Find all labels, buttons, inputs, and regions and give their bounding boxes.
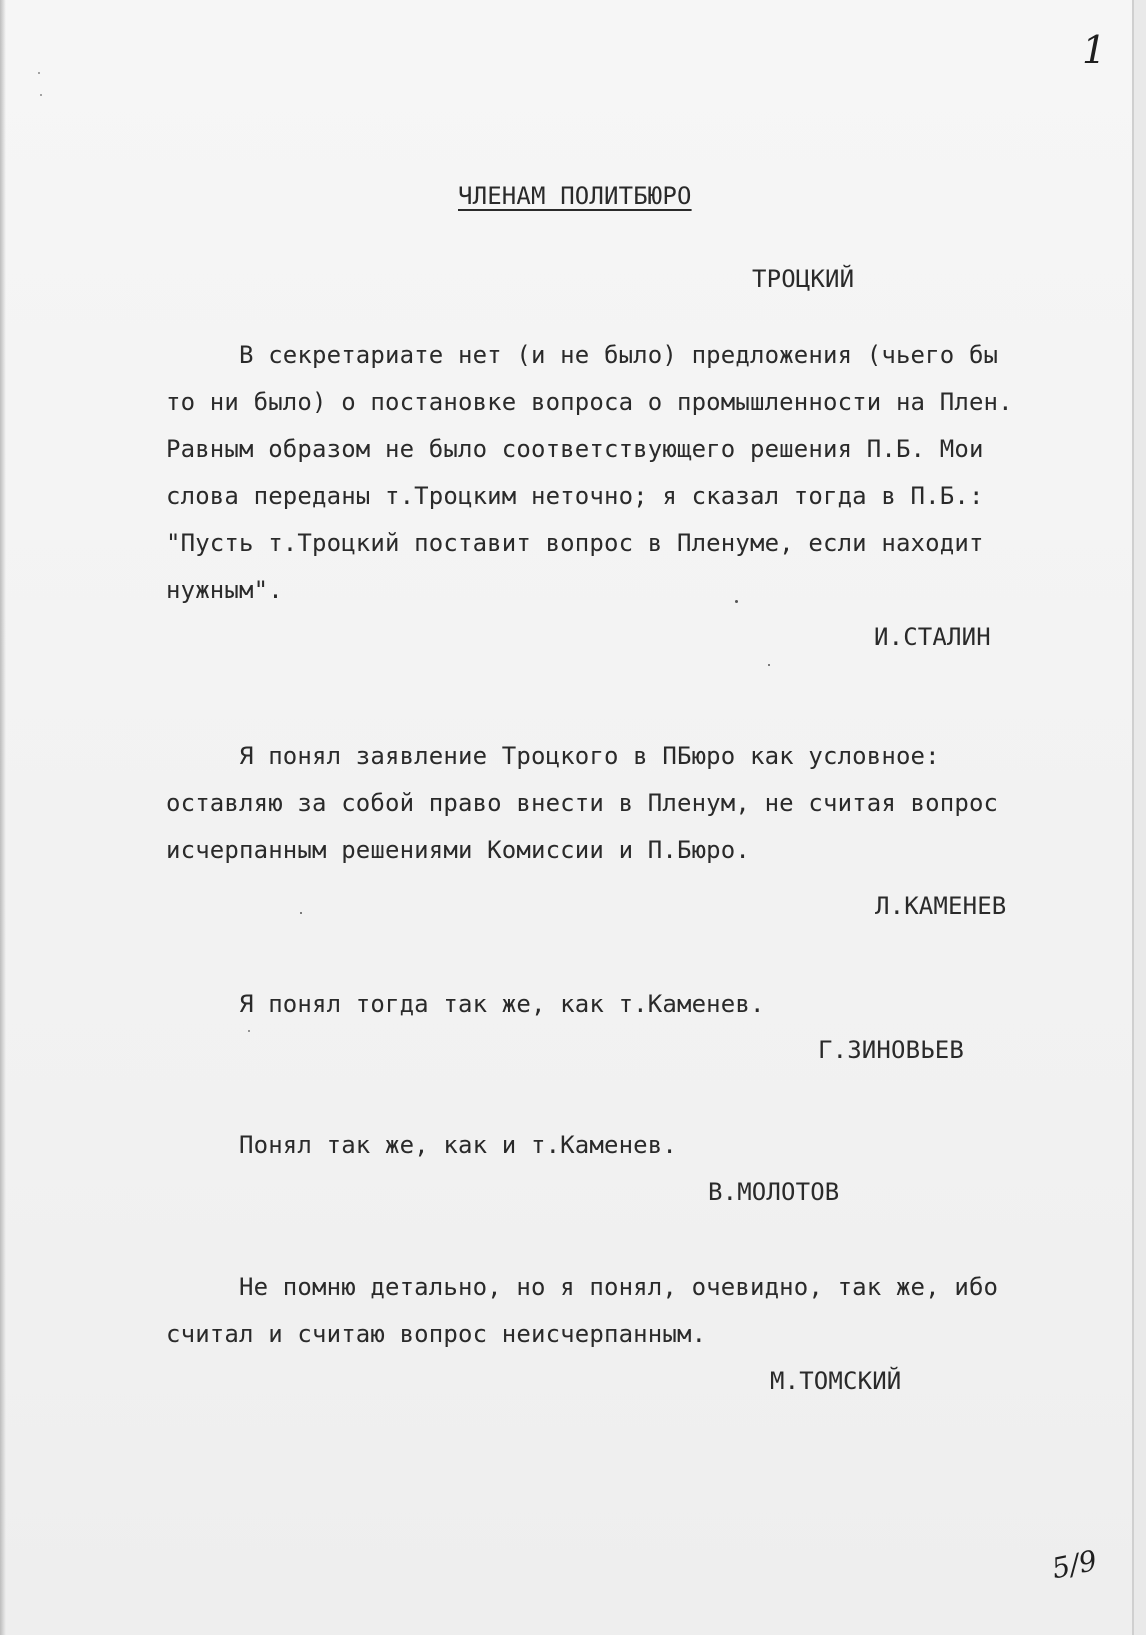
addressee: ТРОЦКИЙ <box>752 265 855 293</box>
paragraph-line: Не помню детально, но я понял, очевидно, так же, ибо <box>166 1273 999 1301</box>
scan-speck <box>248 1030 250 1032</box>
paragraph-line: "Пусть т.Троцкий поставит вопрос в Пленуме, если находит <box>166 529 984 557</box>
paragraph-line: В секретариате нет (и не было) предложения (чьего бы <box>166 341 999 369</box>
signature-zinoviev: Г.ЗИНОВЬЕВ <box>818 1036 964 1064</box>
signature-molotov: В.МОЛОТОВ <box>708 1178 840 1206</box>
scan-speck <box>768 664 770 666</box>
paragraph-line: нужным". <box>166 576 283 604</box>
sheet-mark: 5/9 <box>1048 1543 1100 1586</box>
paragraph-line: считал и считаю вопрос неисчерпанным. <box>166 1320 707 1348</box>
document-title: ЧЛЕНАМ ПОЛИТБЮРО <box>458 182 692 210</box>
paragraph-line: Понял так же, как и т.Каменев. <box>166 1131 677 1159</box>
paragraph-line: Я понял заявление Троцкого в ПБюро как условное: <box>166 742 940 770</box>
signature-tomsky: М.ТОМСКИЙ <box>770 1367 902 1395</box>
scan-speck <box>40 94 42 96</box>
paragraph-line: оставляю за собой право внести в Пленум, не считая вопрос <box>166 789 999 817</box>
paragraph-line: исчерпанным решениями Комиссии и П.Бюро. <box>166 836 750 864</box>
scan-speck <box>38 72 40 74</box>
paragraph-line: Равным образом не было соответствующего решения П.Б. Мои <box>166 435 984 463</box>
folio-number: 1 <box>1082 28 1107 72</box>
scan-speck <box>735 600 738 603</box>
signature-kamenev: Л.КАМЕНЕВ <box>875 892 1007 920</box>
paragraph-line: слова переданы т.Троцким неточно; я сказал тогда в П.Б.: <box>166 482 984 510</box>
paragraph-line: то ни было) о постановке вопроса о промышленности на Плен. <box>166 388 1013 416</box>
signature-stalin: И.СТАЛИН <box>874 623 991 651</box>
paragraph-line: Я понял тогда так же, как т.Каменев. <box>166 990 765 1018</box>
scan-speck <box>300 912 302 914</box>
scan-edge-shadow <box>0 0 6 1635</box>
